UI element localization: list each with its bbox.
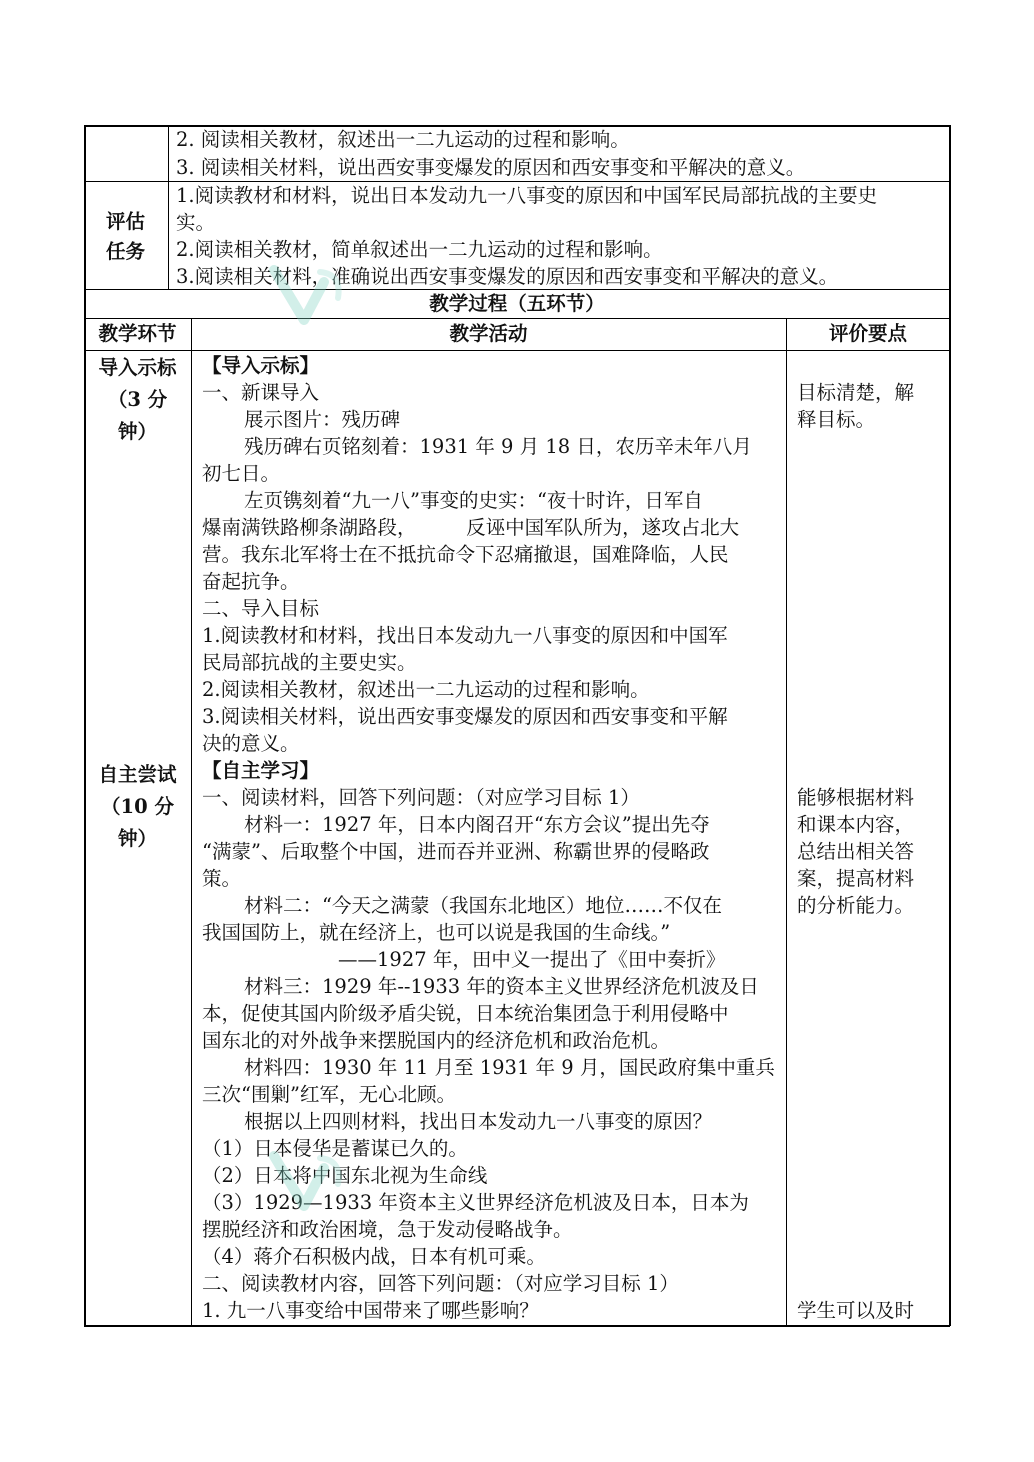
- stage-2-time-end: 钟）: [117, 827, 157, 850]
- activity-line: 二、阅读教材内容，回答下列问题：（对应学习目标 1）: [202, 1272, 679, 1295]
- eval-line: 目标清楚，解: [797, 381, 915, 404]
- activity-line: 根据以上四则材料，找出日本发动九一八事变的原因？: [244, 1110, 713, 1133]
- stage-2-time: （10 分: [101, 795, 174, 818]
- activity-line: 奋起抗争。: [202, 570, 300, 593]
- activity-line: （1）日本侵华是蓄谋已久的。: [202, 1137, 468, 1160]
- top-goal-3: 3. 阅读相关材料，说出西安事变爆发的原因和西安事变和平解决的意义。: [176, 156, 806, 179]
- activity-line: 民局部抗战的主要史实。: [202, 651, 417, 674]
- activity-line: 残历碑右页铭刻着：1931 年 9 月 18 日，农历辛未年八月: [244, 435, 752, 458]
- assessment-line-4: 3.阅读相关材料，准确说出西安事变爆发的原因和西安事变和平解决的意义。: [176, 265, 839, 288]
- activity-line: 决的意义。: [202, 732, 300, 755]
- activity-line: （3）1929—1933 年资本主义世界经济危机波及日本，日本为: [202, 1191, 749, 1214]
- assessment-line-3: 2.阅读相关教材，简单叙述出一二九运动的过程和影响。: [176, 238, 663, 261]
- activity-line: 爆南满铁路柳条湖路段， 反诬中国军队所为，遂攻占北大: [202, 516, 740, 539]
- activity-line: 2.阅读相关教材，叙述出一二九运动的过程和影响。: [202, 678, 650, 701]
- activity-line: 摆脱经济和政治困境，急于发动侵略战争。: [202, 1218, 573, 1241]
- col-divider-stage: [191, 318, 192, 1325]
- activity-line: 1.阅读教材和材料，找出日本发动九一八事变的原因和中国军: [202, 624, 728, 647]
- assessment-label-1: 评估: [106, 210, 146, 233]
- assessment-label-2: 任务: [106, 240, 146, 263]
- eval-line: 学生可以及时: [797, 1299, 915, 1322]
- activity-line: 1. 九一八事变给中国带来了哪些影响？: [202, 1299, 539, 1322]
- eval-line: 和课本内容，: [797, 813, 915, 836]
- activity-line: 我国国防上，就在经济上，也可以说是我国的生命线。”: [202, 921, 671, 944]
- eval-line: 释目标。: [797, 408, 876, 431]
- activity-line: 策。: [202, 867, 242, 890]
- stage-1-name: 导入示标: [98, 356, 177, 379]
- activity-line: 左页镌刻着“九一八”事变的史实：“夜十时许，日军自: [244, 489, 703, 512]
- assessment-line-1: 1.阅读教材和材料，说出日本发动九一八事变的原因和中国军民局部抗战的主要史: [176, 184, 878, 207]
- activity-line: （2）日本将中国东北视为生命线: [202, 1164, 488, 1187]
- process-title: 教学过程（五环节）: [429, 292, 605, 315]
- activity-line: ——1927 年，田中义一提出了《田中奏折》: [338, 948, 726, 971]
- activity-line: 本，促使其国内阶级矛盾尖锐，日本统治集团急于利用侵略中: [202, 1002, 729, 1025]
- activity-line: 一、新课导入: [202, 381, 320, 404]
- header-evaluation: 评价要点: [828, 322, 907, 345]
- activity-line: 展示图片：残历碑: [244, 408, 401, 431]
- activity-line: 初七日。: [202, 462, 281, 485]
- eval-line: 的分析能力。: [797, 894, 915, 917]
- row-divider-headers: [84, 318, 950, 319]
- stage-2-name: 自主尝试: [98, 763, 177, 786]
- section-heading: 【导入示标】: [202, 354, 320, 377]
- section-heading: 【自主学习】: [202, 759, 320, 782]
- activity-line: 营。我东北军将士在不抵抗命令下忍痛撤退，国难降临，人民: [202, 543, 729, 566]
- activity-line: 材料一：1927 年，日本内阁召开“东方会议”提出先夺: [244, 813, 710, 836]
- activity-line: 3.阅读相关材料，说出西安事变爆发的原因和西安事变和平解: [202, 705, 728, 728]
- header-stage: 教学环节: [98, 322, 177, 345]
- activity-line: 一、阅读材料，回答下列问题：（对应学习目标 1）: [202, 786, 640, 809]
- header-activity: 教学活动: [449, 322, 528, 345]
- activity-line: 材料二：“今天之满蒙（我国东北地区）地位……不仅在: [244, 894, 722, 917]
- activity-line: “满蒙”、后取整个中国，进而吞并亚洲、称霸世界的侵略政: [202, 840, 710, 863]
- eval-line: 案，提高材料: [797, 867, 915, 890]
- stage-1-time: （3 分: [107, 388, 168, 411]
- assessment-line-2: 实。: [176, 211, 216, 234]
- row-divider-body: [84, 350, 950, 351]
- activity-line: （4）蒋介石积极内战，日本有机可乘。: [202, 1245, 546, 1268]
- activity-line: 材料三：1929 年--1933 年的资本主义世界经济危机波及日: [244, 975, 759, 998]
- activity-line: 国东北的对外战争来摆脱国内的经济危机和政治危机。: [202, 1029, 671, 1052]
- table-border-bottom: [84, 1325, 950, 1327]
- top-goal-2: 2. 阅读相关教材，叙述出一二九运动的过程和影响。: [176, 128, 630, 151]
- col-divider-eval: [786, 318, 787, 1325]
- activity-line: 二、导入目标: [202, 597, 320, 620]
- eval-line: 总结出相关答: [797, 840, 915, 863]
- eval-line: 能够根据材料: [797, 786, 915, 809]
- stage-1-time-end: 钟）: [117, 420, 157, 443]
- activity-line: 材料四：1930 年 11 月至 1931 年 9 月，国民政府集中重兵: [244, 1056, 775, 1079]
- activity-line: 三次“围剿”红军，无心北顾。: [202, 1083, 456, 1106]
- col-divider-top: [168, 125, 169, 289]
